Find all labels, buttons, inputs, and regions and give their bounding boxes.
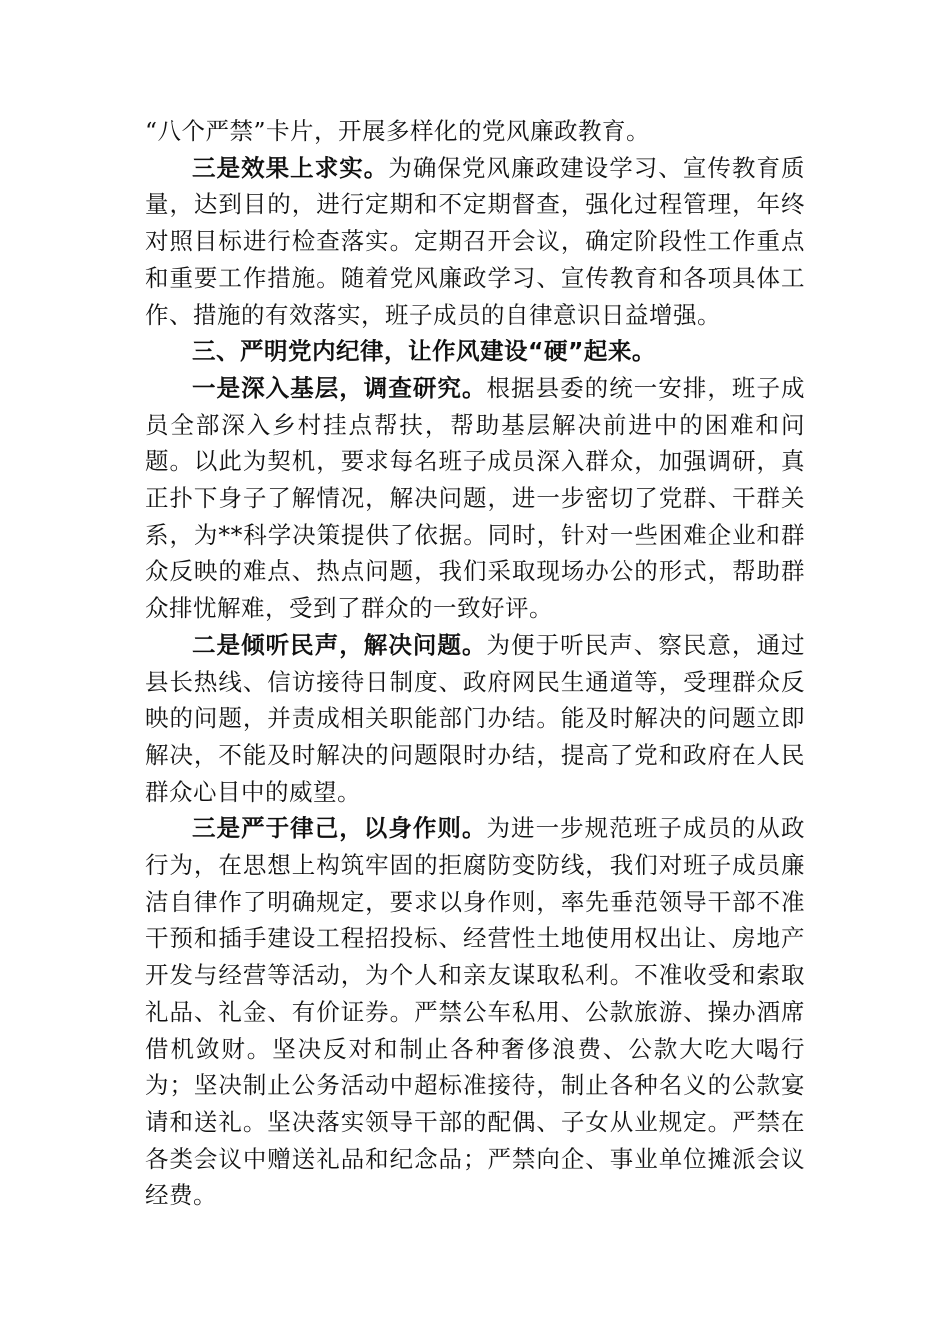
document-body <box>145 113 805 1214</box>
paragraph-grassroots <box>145 370 805 627</box>
paragraph-continuation <box>145 113 805 150</box>
paragraph-lead: 一是深入基层，调查研究。 <box>192 373 487 402</box>
paragraph-text: 为进一步规范班子成员的从政行为，在思想上构筑牢固的拒腐防变防线，我们对班子成员廉洁自律作了明确规定，要求以身作则，率先垂范领导干部不准干预和插手建设工程招投标、经营性土地使用权出让、房地产开发与经营等活动，为个人和亲友谋取私利。不准收受和索取礼品、礼金、有价证券。严禁公车私用、公款旅游、操办酒席借机敛财。坚决反对和制止各种奢侈浪费、公款大吃大喝行为；坚决制止公务活动中超标准接待，制止各种名义的公款宴请和送礼。坚决落实领导干部的配偶、子女从业规定。严禁在各类会议中赠送礼品和纪念品；严禁向企、事业单位摊派会议经费。 <box>145 814 805 1210</box>
section-heading <box>145 333 805 370</box>
paragraph-lead: 三是严于律己，以身作则。 <box>192 814 487 843</box>
paragraph-text: “八个严禁”卡片，开展多样化的党风廉政教育。 <box>145 117 651 145</box>
paragraph-self-discipline <box>145 810 805 1214</box>
paragraph-text: 为便于听民声、察民意，通过县长热线、信访接待日制度、政府网民生通道等，受理群众反映的问题，并责成相关职能部门办结。能及时解决的问题立即解决，不能及时解决的问题限时办结，提高了党和政府在人民群众心目中的威望。 <box>145 630 805 806</box>
paragraph-text: 根据县委的统一安排，班子成员全部深入乡村挂点帮扶，帮助基层解决前进中的困难和问题。以此为契机，要求每名班子成员深入群众，加强调研，真正扑下身子了解情况，解决问题，进一步密切了党群、干群关系，为**科学决策提供了依据。同时，针对一些困难企业和群众反映的难点、热点问题，我们采取现场办公的形式，帮助群众排忧解难，受到了群众的一致好评。 <box>145 373 805 623</box>
paragraph-lead: 三是效果上求实。 <box>192 153 389 182</box>
paragraph-text: 为确保党风廉政建设学习、宣传教育质量，达到目的，进行定期和不定期督查，强化过程管理，年终对照目标进行检查落实。定期召开会议，确定阶段性工作重点和重要工作措施。随着党风廉政学习、宣传教育和各项具体工作、措施的有效落实，班子成员的自律意识日益增强。 <box>145 153 806 329</box>
paragraph-lead: 二是倾听民声，解决问题。 <box>192 630 487 659</box>
section-heading-text: 三、严明党内纪律，让作风建设“硬”起来。 <box>192 337 656 366</box>
paragraph-results <box>145 150 805 334</box>
paragraph-listen <box>145 627 805 811</box>
